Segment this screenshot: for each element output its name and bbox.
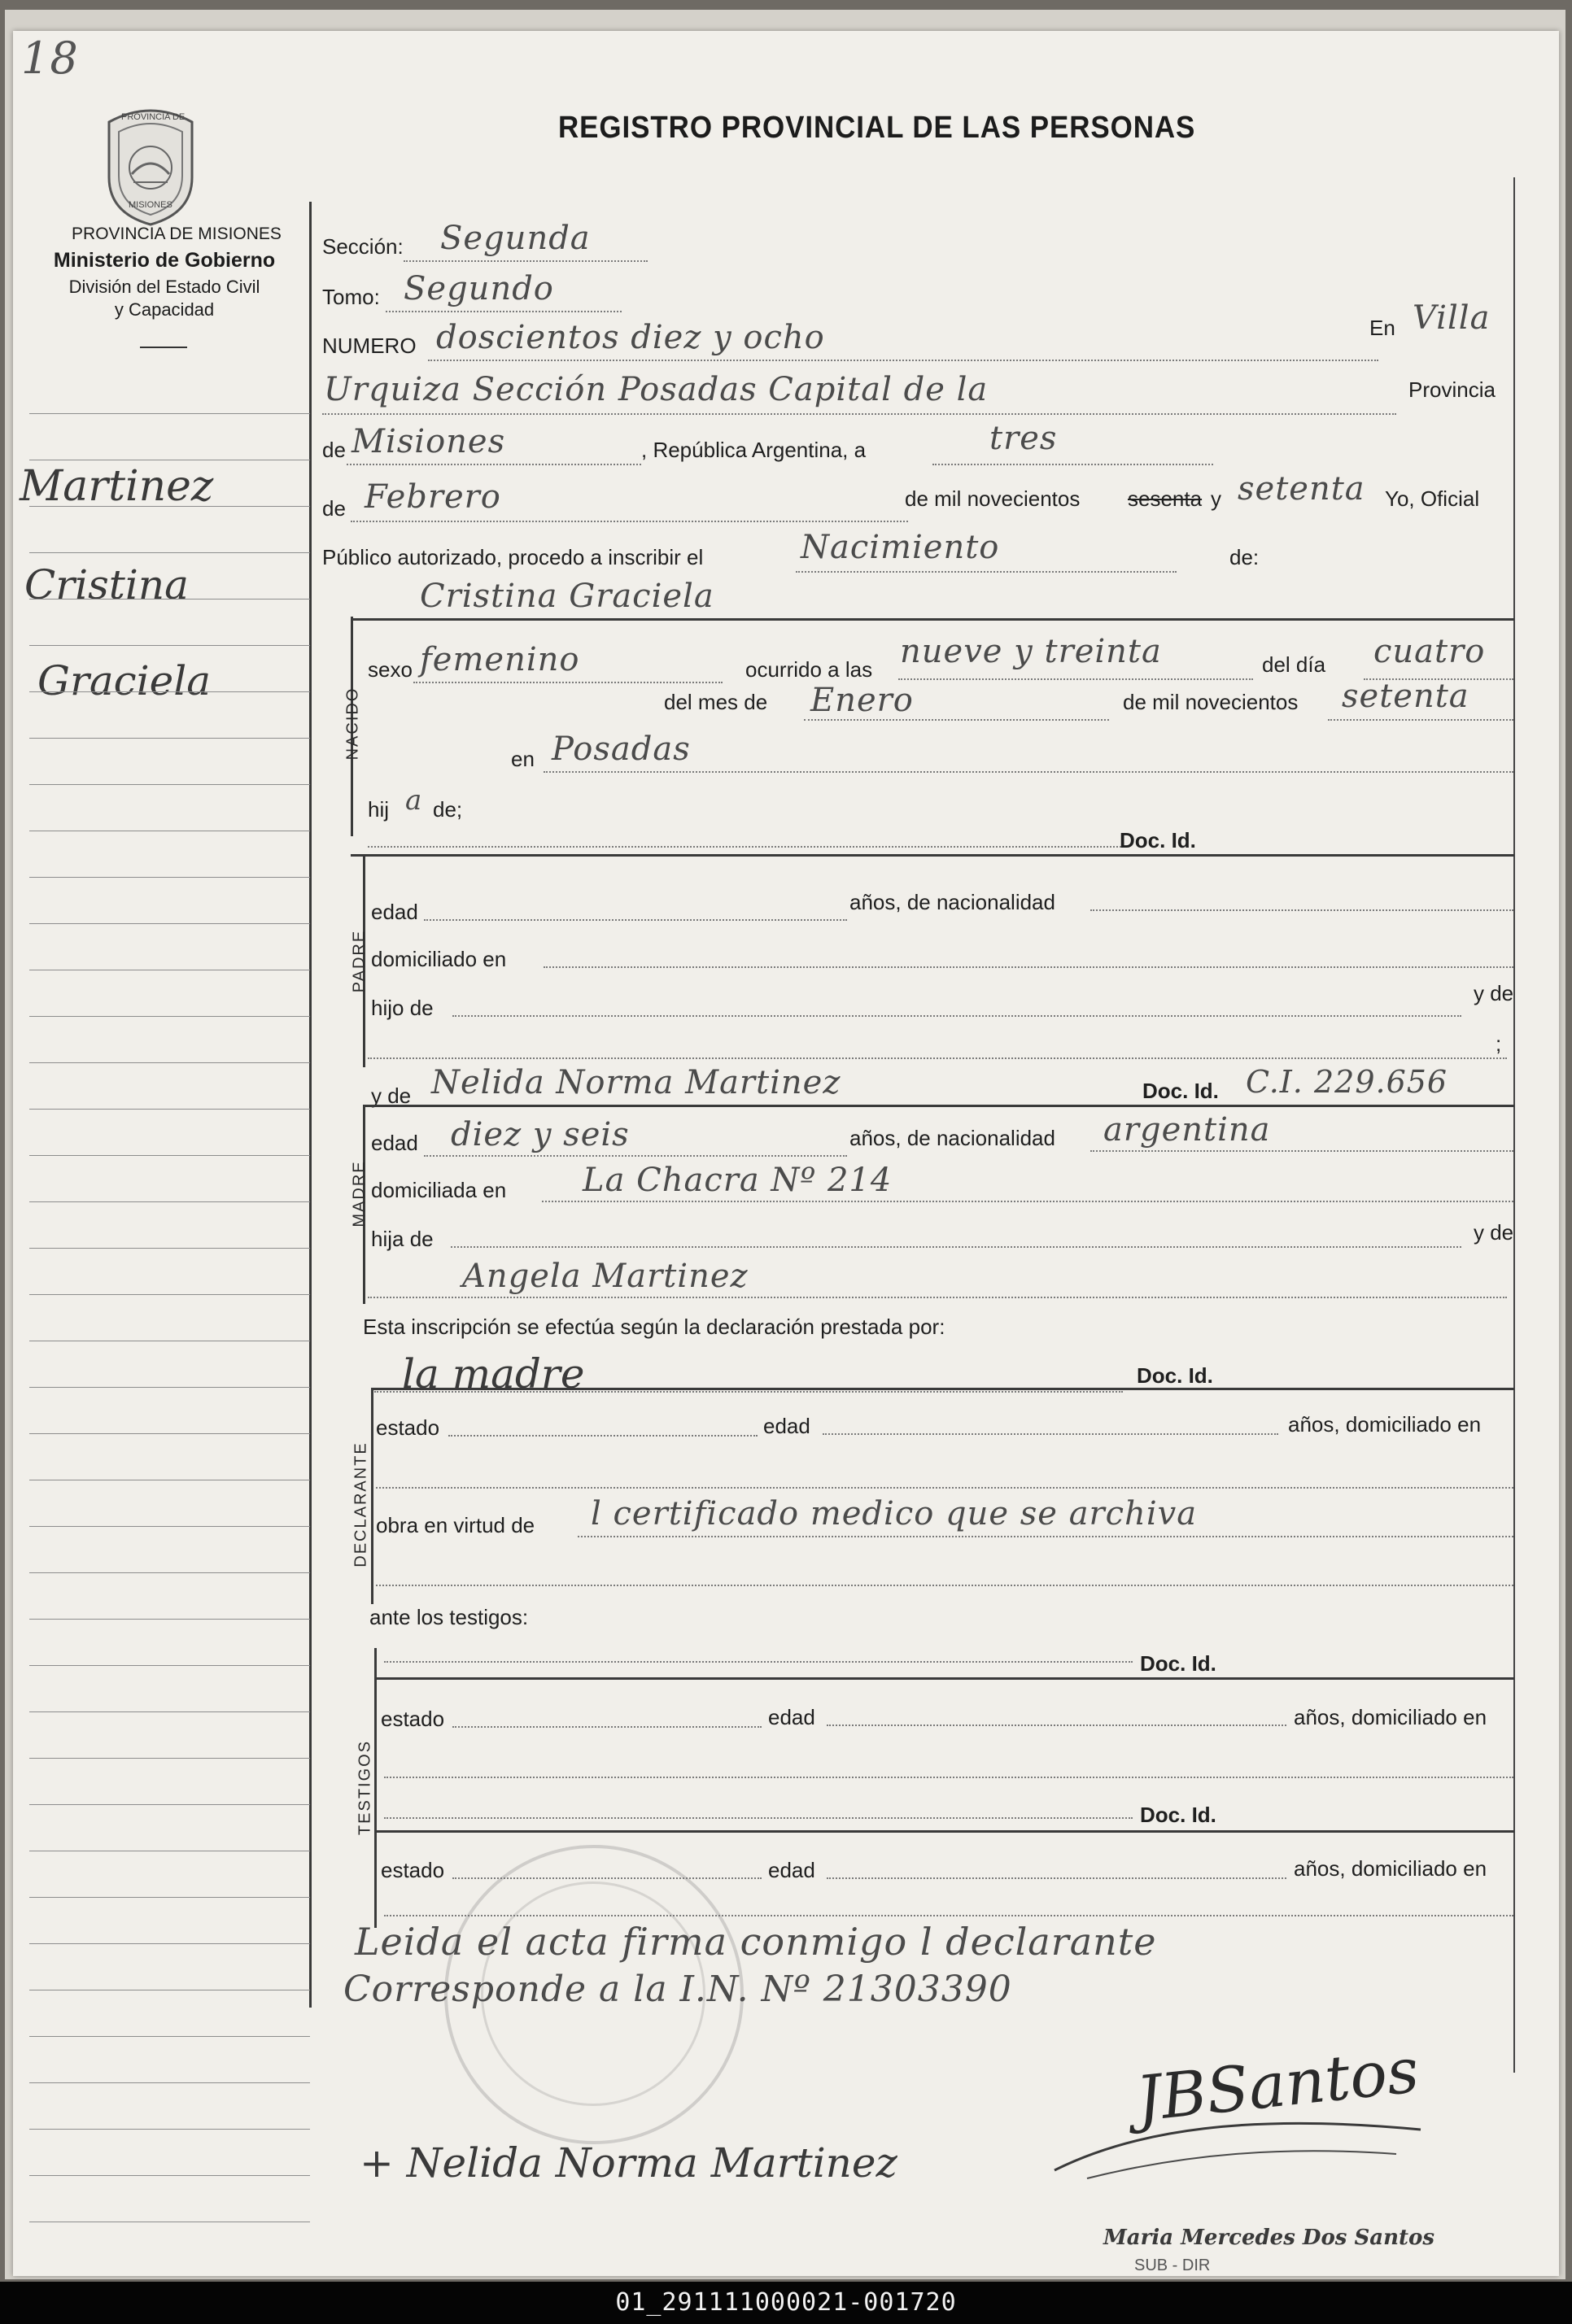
margin-rule [29, 1711, 310, 1712]
madre-domicilio-value: La Chacra Nº 214 [583, 1162, 893, 1199]
declarante-edad-label: edad [763, 1414, 810, 1438]
margin-second-name: Graciela [37, 657, 212, 704]
madre-hija-dots [451, 1246, 1461, 1248]
image-id-footer: 01_291111000021-001720 [0, 2282, 1572, 2324]
madre-domicilio-dots [542, 1201, 1513, 1202]
page-number: 18 [21, 33, 79, 84]
en-value: Villa [1413, 299, 1491, 337]
testigo1-edad-dots [827, 1724, 1286, 1726]
margin-rule [29, 645, 310, 646]
numero-value: doscientos diez y ocho [436, 319, 825, 356]
margin-rule [29, 1526, 310, 1527]
madre-name: Nelida Norma Martinez [431, 1064, 841, 1101]
margin-rule [29, 1155, 310, 1156]
madre-y-de-label: y de [371, 1084, 412, 1108]
margin-rule [29, 1665, 310, 1666]
provincia-value: Misiones [352, 423, 506, 460]
declarante-obra-label: obra en virtud de [376, 1513, 535, 1537]
madre-parent-value: Angela Martinez [462, 1258, 749, 1295]
tomo-dots [386, 311, 622, 312]
margin-surname: Martinez [20, 462, 214, 511]
padre-edad-dots [424, 919, 847, 921]
de-colon-label: de: [1229, 545, 1260, 569]
margin-rule [29, 2129, 310, 2130]
seal-text-top: PROVINCIA DE [121, 112, 186, 122]
testigo1-estado-dots [452, 1726, 762, 1728]
mil-nacimiento-label: de mil novecientos [1123, 690, 1299, 714]
official-title: SUB - DIR [1134, 2256, 1211, 2274]
hij-de-label: de; [433, 797, 463, 822]
madre-abuela-dots [368, 1297, 1507, 1298]
sexo-value: femenino [420, 641, 580, 678]
hora-dots [898, 678, 1253, 680]
right-form-border [1513, 177, 1515, 2073]
struck-sesenta: sesenta [1128, 486, 1203, 511]
testigo2-edad-label: edad [768, 1858, 815, 1882]
padre-top-rule [351, 854, 1514, 857]
nacido-section-label: NACIDO [343, 687, 362, 761]
mes-dots [804, 719, 1109, 721]
provincia-dots [347, 464, 641, 465]
margin-rule [29, 2082, 310, 2083]
declarant-signature: + Nelida Norma Martinez [360, 2139, 897, 2187]
mes-nacimiento-value: Enero [810, 682, 914, 719]
margin-rule [29, 1572, 310, 1573]
testigo2-estado-label: estado [381, 1858, 445, 1882]
testigo2-doc-label: Doc. Id. [1140, 1803, 1216, 1827]
madre-edad-label: edad [371, 1131, 418, 1155]
tomo-value: Segundo [404, 270, 554, 307]
madre-edad-value: diez y seis [451, 1116, 630, 1153]
madre-y-de2-label: y de [1474, 1220, 1514, 1245]
numero-dots [428, 360, 1378, 361]
margin-rule [29, 1248, 310, 1249]
margin-rule [29, 784, 310, 785]
anio-nacimiento-value: setenta [1342, 678, 1469, 715]
margin-rule [29, 1433, 310, 1434]
hij-label: hij [368, 797, 390, 822]
testigo1-domicilio-label: años, domiciliado en [1294, 1705, 1487, 1729]
margin-rule [29, 877, 310, 878]
padre-hijo-dots [452, 1015, 1461, 1017]
publico-label: Público autorizado, procedo a inscribir el [322, 545, 704, 569]
numero-label: NUMERO [322, 334, 417, 358]
margin-rule [29, 923, 310, 924]
office-line-1: PROVINCIA DE MISIONES [72, 225, 282, 243]
declarante-edad-dots [823, 1433, 1278, 1435]
document-title: REGISTRO PROVINCIAL DE LAS PERSONAS [558, 111, 1196, 145]
padre-hijo-label: hijo de [371, 996, 434, 1020]
margin-rule [29, 413, 310, 414]
mes-registro-dots [351, 521, 908, 522]
margin-rule [29, 599, 310, 600]
margin-rule [29, 1619, 310, 1620]
seal-text-bottom: MISIONES [129, 200, 172, 210]
document-page [13, 31, 1559, 2276]
testigo1-estado-label: estado [381, 1707, 445, 1731]
del-dia-label: del día [1262, 652, 1326, 677]
testigo1-rule [374, 1677, 1514, 1680]
madre-hija-label: hija de [371, 1227, 434, 1251]
official-name: Maria Mercedes Dos Santos [1103, 2226, 1434, 2250]
margin-rule [29, 506, 310, 507]
place-value: Urquiza Sección Posadas Capital de la [324, 371, 989, 408]
padre-section-label: PADRE [350, 929, 369, 993]
hora-value: nueve y treinta [900, 633, 1162, 670]
republica-label: , República Argentina, a [641, 438, 867, 462]
y-label: y [1211, 486, 1221, 511]
madre-nacionalidad-label: años, de nacionalidad [849, 1126, 1055, 1150]
office-line-3: División del Estado Civil [68, 277, 260, 297]
declarante-top-rule [371, 1388, 1514, 1390]
margin-rule [29, 1294, 310, 1295]
en-lugar-label: en [511, 747, 535, 771]
ocurrido-label: ocurrido a las [745, 657, 873, 682]
declarante-domicilio-label: años, domiciliado en [1288, 1412, 1482, 1437]
seccion-value: Segunda [440, 220, 591, 257]
padre-nacionalidad-label: años, de nacionalidad [849, 890, 1055, 914]
testigo2-domicilio-label: años, domiciliado en [1294, 1856, 1487, 1881]
sexo-label: sexo [368, 657, 413, 682]
padre-semicolon: ; [1496, 1031, 1502, 1056]
declarante-intro: Esta inscripción se efectúa según la declaración prestada por: [363, 1315, 945, 1339]
madre-nacionalidad-dots [1090, 1150, 1513, 1152]
declarante-name-dots [374, 1391, 1123, 1393]
madre-top-rule [363, 1105, 1514, 1107]
nacido-name: Cristina Graciela [420, 578, 714, 615]
testigos-section-label: TESTIGOS [356, 1739, 374, 1836]
madre-doc-value: C.I. 229.656 [1246, 1064, 1448, 1100]
margin-rule [29, 552, 310, 553]
margin-rule [29, 691, 310, 692]
testigo1-edad-label: edad [768, 1705, 815, 1729]
padre-y-de-label: y de [1474, 981, 1514, 1005]
testigo2-name-dots [384, 1817, 1133, 1819]
official-signature: JBSantos [1133, 2034, 1422, 2135]
mil-label: de mil novecientos [905, 486, 1081, 511]
margin-rule [29, 1109, 310, 1110]
lugar-dots [544, 771, 1513, 773]
hij-value: a [405, 784, 423, 817]
padre-domicilio-label: domiciliado en [371, 947, 507, 971]
madre-doc-label: Doc. Id. [1142, 1079, 1219, 1103]
margin-rule [29, 1201, 310, 1202]
anio-dots [1328, 719, 1513, 721]
official-signature-flourish [1038, 2097, 1429, 2195]
sexo-dots [413, 682, 723, 683]
margin-rule [29, 1943, 310, 1944]
madre-edad-dots [424, 1155, 847, 1157]
margin-rule [29, 1387, 310, 1388]
padre-name-dots [368, 846, 1124, 848]
testigo1-name-dots [384, 1661, 1133, 1663]
padre-doc-label: Doc. Id. [1120, 828, 1196, 852]
testigo2-edad-dots [827, 1877, 1286, 1879]
seccion-label: Sección: [322, 234, 404, 259]
declarante-section-label: DECLARANTE [352, 1441, 370, 1568]
de-label: de [322, 438, 346, 462]
yo-oficial-label: Yo, Oficial [1385, 486, 1480, 511]
provincia-label: Provincia [1408, 377, 1496, 402]
mes-registro-value: Febrero [365, 478, 501, 516]
margin-rule [29, 1758, 310, 1759]
office-line-2: Ministerio de Gobierno [53, 249, 276, 272]
dia-registro-value: tres [989, 420, 1058, 457]
de2-label: de [322, 496, 346, 521]
margin-rule [29, 1804, 310, 1805]
acto-value: Nacimiento [801, 529, 1000, 566]
padre-domicilio-dots [544, 966, 1513, 968]
declarante-obra-dots [578, 1536, 1513, 1537]
dia-nacimiento-value: cuatro [1373, 633, 1486, 670]
declarante-value: la madre [402, 1350, 585, 1397]
padre-nacionalidad-dots [1090, 909, 1513, 911]
testigo1-doc-label: Doc. Id. [1140, 1651, 1216, 1676]
padre-edad-label: edad [371, 900, 418, 924]
testigos-intro: ante los testigos: [369, 1605, 529, 1629]
declarante-estado-label: estado [376, 1415, 440, 1440]
testigo1-domicilio-dots [384, 1777, 1513, 1778]
en-label: En [1369, 316, 1395, 340]
declarante-bracket [371, 1388, 373, 1604]
mes-label: del mes de [664, 690, 768, 714]
testigo2-rule [374, 1830, 1514, 1833]
margin-rule [29, 738, 310, 739]
declarante-obra-value: l certificado medico que se archiva [591, 1495, 1198, 1533]
madre-nacionalidad-value: argentina [1103, 1111, 1271, 1149]
madre-domicilio-label: domiciliada en [371, 1178, 507, 1202]
lugar-value: Posadas [552, 730, 691, 768]
declarante-domicilio-dots [376, 1487, 1513, 1489]
declarante-doc-label: Doc. Id. [1137, 1363, 1213, 1388]
padre-abuela-dots [368, 1057, 1507, 1059]
margin-rule [29, 1016, 310, 1017]
margin-rule [29, 1062, 310, 1063]
closing-line-2: Corresponde a la I.N. Nº 21303390 [343, 1969, 1012, 2010]
madre-section-label: MADRE [350, 1160, 369, 1227]
dia-registro-dots [932, 464, 1213, 465]
place-dots [322, 413, 1396, 415]
left-form-border [309, 202, 312, 2008]
office-line-4: y Capacidad [114, 299, 215, 320]
declarante-estado-dots [448, 1435, 758, 1437]
nacido-top-rule [351, 618, 1514, 621]
margin-rule [29, 2175, 310, 2176]
tomo-label: Tomo: [322, 285, 380, 309]
year-registro-value: setenta [1238, 470, 1365, 508]
declarante-extra-dots [376, 1585, 1513, 1586]
margin-first-name: Cristina [24, 561, 189, 608]
office-rule [140, 347, 187, 348]
closing-line-1: Leida el acta firma conmigo l declarante [355, 1920, 1157, 1964]
seccion-dots [404, 260, 648, 262]
margin-rule [29, 2036, 310, 2037]
coat-of-arms-seal [101, 104, 200, 226]
margin-rule [29, 1897, 310, 1898]
acto-dots [796, 571, 1177, 573]
